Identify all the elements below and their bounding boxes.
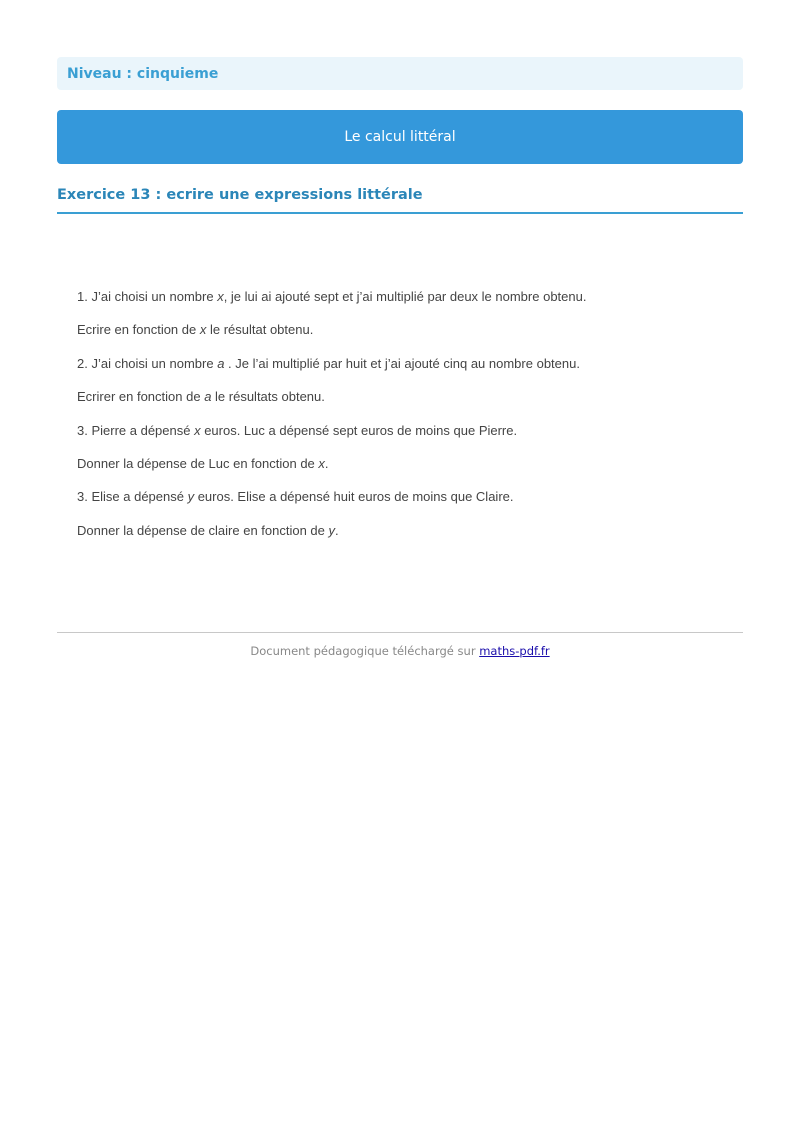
question-4-statement: 3. Elise a dépensé y euros. Elise a dépensé huit euros de moins que Claire. [77,489,514,505]
question-2-statement: 2. J’ai choisi un nombre a . Je l’ai multiplié par huit et j’ai ajouté cinq au nombre obtenu. [77,355,580,371]
variable: x [318,455,325,471]
question-4-instruction: Donner la dépense de claire en fonction de y. [77,522,339,538]
footer-link[interactable]: maths-pdf.fr [479,644,550,658]
variable: y [328,522,336,538]
question-1-statement: 1. J’ai choisi un nombre x, je lui ai ajouté sept et j’ai multiplié par deux le nombre obtenu. [77,289,587,304]
question-3-statement: 3. Pierre a dépensé x euros. Luc a dépensé sept euros de moins que Pierre. [77,422,518,438]
variable: y [187,489,195,505]
question-3-instruction: Donner la dépense de Luc en fonction de x. [77,455,329,471]
exercise-body [77,287,717,554]
title-banner [57,110,743,164]
footer [57,644,743,658]
variable: x [217,289,224,304]
page-title: Le calcul littéral [344,129,456,145]
exercise-title: Exercice 13 : ecrire une expressions littérale [57,187,423,203]
footer-divider [57,632,743,633]
question-1-instruction: Ecrire en fonction de x le résultat obtenu. [77,322,314,338]
footer-text: Document pédagogique téléchargé sur [250,644,480,658]
level-label: Niveau : cinquieme [67,65,219,82]
variable: x [194,422,201,438]
variable: a [217,355,225,371]
variable: x [199,322,207,338]
variable: a [204,389,212,405]
exercise-header [57,184,743,214]
level-box [57,57,743,90]
question-2-instruction: Ecrirer en fonction de a le résultats obtenu. [77,389,325,405]
